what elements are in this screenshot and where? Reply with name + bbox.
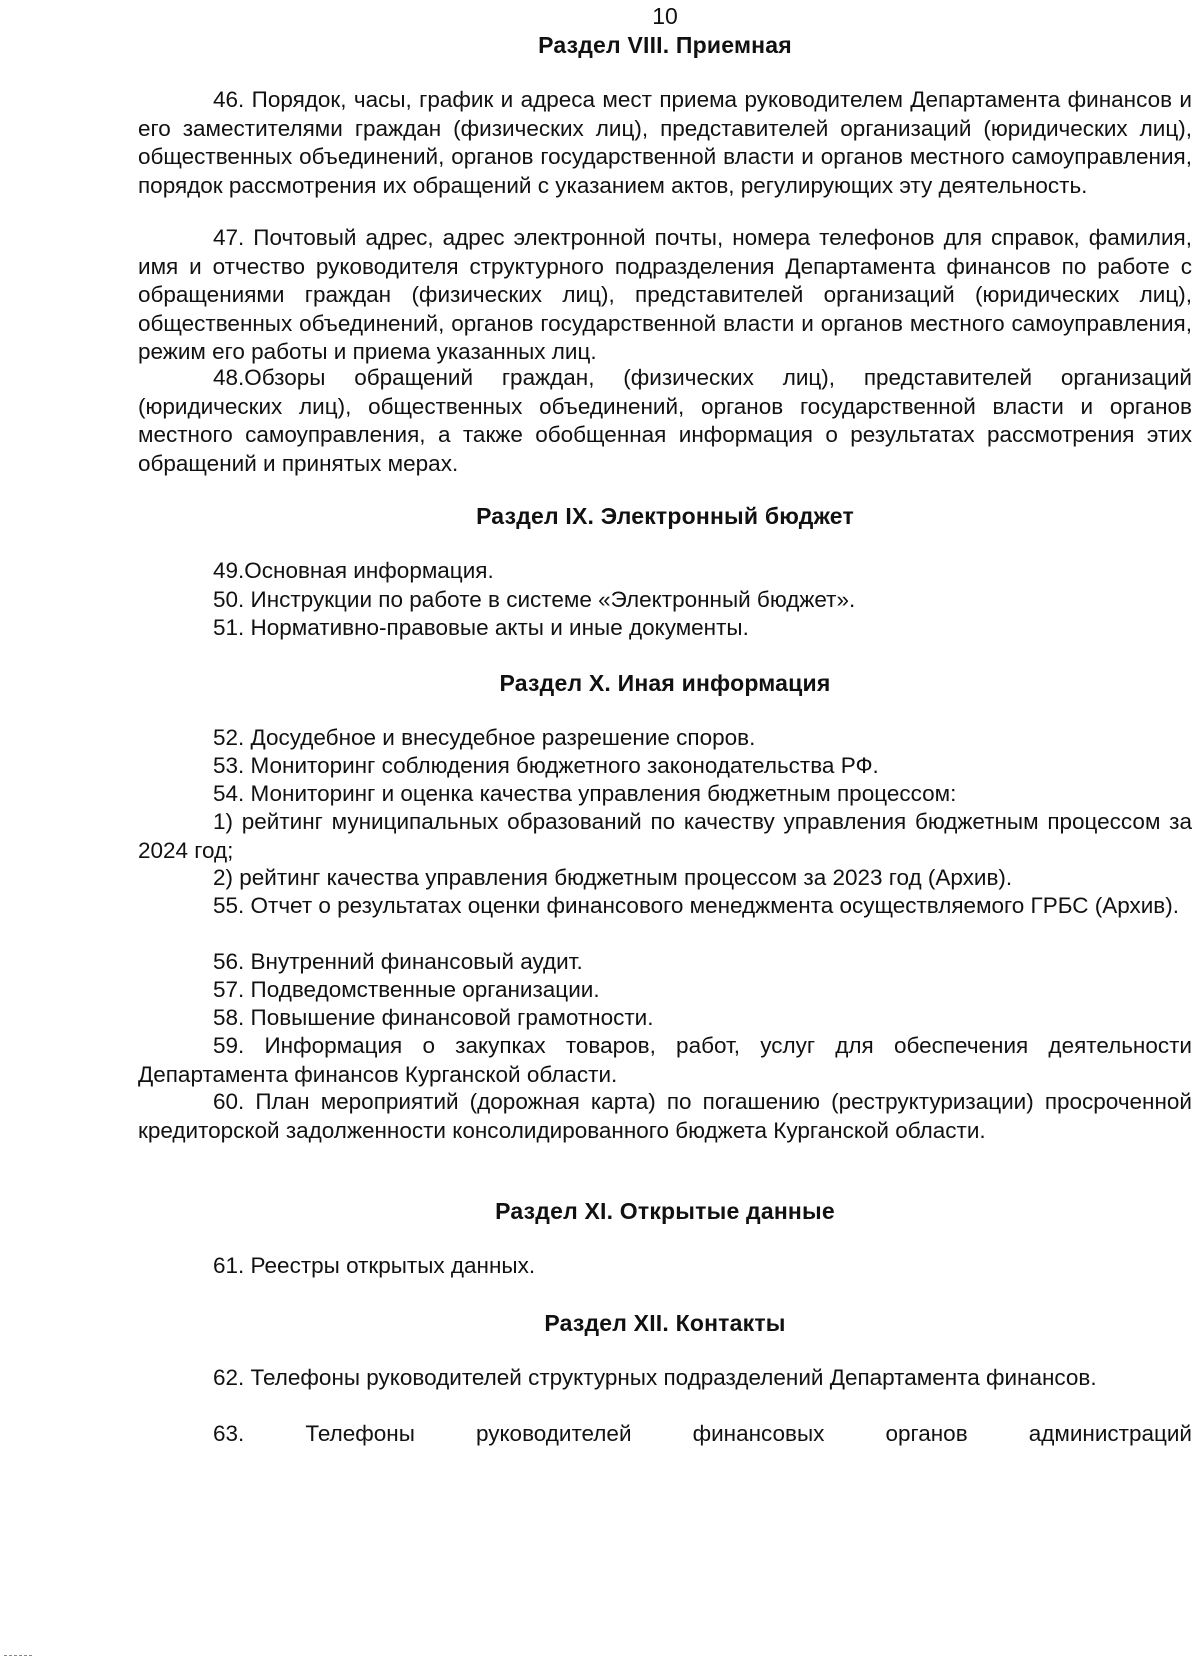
paragraph-56: 56. Внутренний финансовый аудит. bbox=[213, 949, 583, 974]
section-heading-xi: Раздел XI. Открытые данные bbox=[495, 1198, 835, 1224]
paragraph-62: 62. Телефоны руководителей структурных подразделений Департамента финансов. bbox=[213, 1365, 1097, 1390]
paragraph-59: 59. Информация о закупках товаров, работ, услуг для обеспечения деятельности Департамента финансов Курганской области. bbox=[138, 1033, 1192, 1087]
paragraph-55: 55. Отчет о результатах оценки финансового менеджмента осуществляемого ГРБС (Архив). bbox=[213, 893, 1180, 918]
section-heading-x: Раздел X. Иная информация bbox=[499, 670, 831, 696]
paragraph-60: 60. План мероприятий (дорожная карта) по погашению (реструктуризации) просроченной кредиторской задолженности консолидированного бюджета Курганской области. bbox=[138, 1089, 1192, 1143]
paragraph-51: 51. Нормативно-правовые акты и иные документы. bbox=[213, 615, 749, 640]
paragraph-63: 63. Телефоны руководителей финансовых органов администраций bbox=[213, 1421, 1192, 1446]
paragraph-54: 54. Мониторинг и оценка качества управления бюджетным процессом: bbox=[213, 781, 957, 806]
scan-edge-mark bbox=[4, 1655, 32, 1658]
paragraph-46: 46. Порядок, часы, график и адреса мест приема руководителем Департамента финансов и его заместителями граждан (физических лиц), представителей организаций (юридических лиц), общественных объединений, органов государственной власти и органов местного самоуправления, порядок рассмотрения их обращений с указанием актов, регулирующих эту деятельность. bbox=[138, 87, 1192, 198]
paragraph-47: 47. Почтовый адрес, адрес электронной почты, номера телефонов для справок, фамилия, имя и отчество руководителя структурного подразделения Департамента финансов по работе с обращениями граждан (физических лиц), представителей организаций (юридических лиц), общественных объединений, органов государственной власти и органов местного самоуправления, режим его работы и приема указанных лиц. bbox=[138, 225, 1192, 364]
paragraph-52: 52. Досудебное и внесудебное разрешение споров. bbox=[213, 725, 756, 750]
paragraph-50: 50. Инструкции по работе в системе «Электронный бюджет». bbox=[213, 587, 856, 612]
paragraph-54-1: 1) рейтинг муниципальных образований по качеству управления бюджетным процессом за 2024 год; bbox=[138, 809, 1192, 863]
section-heading-xii: Раздел XII. Контакты bbox=[544, 1310, 786, 1336]
page-number: 10 bbox=[652, 3, 678, 29]
paragraph-53: 53. Мониторинг соблюдения бюджетного законодательства РФ. bbox=[213, 753, 879, 778]
paragraph-54-2: 2) рейтинг качества управления бюджетным процессом за 2023 год (Архив). bbox=[213, 865, 1013, 890]
paragraph-57: 57. Подведомственные организации. bbox=[213, 977, 600, 1002]
paragraph-58: 58. Повышение финансовой грамотности. bbox=[213, 1005, 654, 1030]
paragraph-48: 48.Обзоры обращений граждан, (физических лиц), представителей организаций (юридических лиц), общественных объединений, органов государственной власти и органов местного самоуправления, а также обобщенная информация о результатах рассмотрения этих обращений и принятых мерах. bbox=[138, 365, 1192, 476]
paragraph-61: 61. Реестры открытых данных. bbox=[213, 1253, 536, 1278]
paragraph-49: 49.Основная информация. bbox=[213, 558, 494, 583]
section-heading-viii: Раздел VIII. Приемная bbox=[538, 32, 792, 58]
section-heading-ix: Раздел IX. Электронный бюджет bbox=[476, 503, 854, 529]
